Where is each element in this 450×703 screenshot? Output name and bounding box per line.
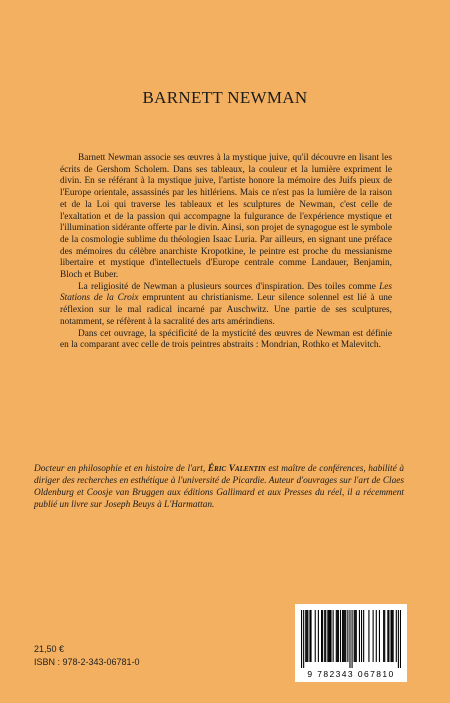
barcode-bar [340, 610, 341, 662]
barcode-bar [368, 610, 369, 662]
barcode-bar [398, 610, 399, 668]
barcode-bar [363, 610, 364, 662]
barcode-bar [307, 610, 308, 662]
barcode-bar [315, 610, 316, 662]
barcode-bar [309, 610, 310, 662]
barcode-bar [390, 610, 391, 662]
barcode-bar [361, 610, 362, 662]
barcode-bar [344, 610, 345, 662]
book-blurb [60, 153, 392, 352]
barcode-bar [338, 610, 339, 662]
blurb-p2-end: empruntent au christianisme. Leur silence solennel est lié à une réflexion sur le mal radical incarné par Auschwitz. Une partie de ses sculptures, notamment, se réfèrent à la sacralité des arts amérindiens. [60, 293, 392, 327]
barcode-bar [387, 610, 388, 662]
barcode-bar [347, 610, 348, 662]
barcode-bar [359, 610, 360, 662]
barcode-bar [321, 610, 322, 662]
barcode-bar [306, 610, 307, 662]
barcode-bar [396, 610, 397, 662]
bio-start: Docteur en philosophie et en histoire de l'art, [34, 464, 208, 474]
barcode-bar [345, 610, 346, 662]
barcode-bar [324, 610, 325, 662]
barcode-bar [318, 610, 319, 662]
barcode-bar [355, 610, 356, 662]
barcode-bar [388, 610, 389, 662]
barcode-bar [379, 610, 380, 662]
blurb-paragraph-2 [60, 282, 392, 329]
author-name: Éric Valentin [207, 464, 266, 474]
barcode-bar [330, 610, 331, 662]
barcode-bar [384, 610, 385, 662]
barcode-bar [393, 610, 394, 662]
barcode-bar [376, 610, 377, 662]
price: 21,50 € [34, 644, 65, 654]
barcode-bar [336, 610, 337, 662]
barcode-bar [305, 610, 306, 662]
barcode-bar [322, 610, 323, 662]
barcode-bar [333, 610, 334, 662]
barcode-bar [337, 610, 338, 662]
barcode-bar [329, 610, 330, 662]
barcode-bar [373, 610, 374, 662]
barcode-digits: 9 782343 067810 [307, 669, 395, 679]
blurb-paragraph-1: Barnett Newman associe ses œuvres à la mystique juive, qu'il découvre en lisant les écrits de Gershom Scholem. Dans ses tableaux, la couleur et la lumière expriment le divin. En se référant à la mystique juive, l'artiste honore la mémoire des Juifs pieux de l'Europe orientale, assassinés par les hitlériens. Mais ce n'est pas la lumière de la raison et de la Loi qui traverse les tableaux et les sculptures de Newman, c'est celle de l'exaltation et de la passion qui accompagne la fulgurance de l'expérience mystique et l'illumination sidérante offerte par le divin. Ainsi, son projet de synagogue est le symbole de la cosmologie sublime du théologien Isaac Luria. Par ailleurs, en signant une préface des mémoires du célèbre anarchiste Kropotkine, le peintre est proche du messianisme libertaire et mystique d'intellectuels d'Europe centrale comme Landauer, Benjamin, Bloch et Buber. [60, 153, 392, 281]
barcode-bar [325, 610, 326, 662]
barcode-bar [352, 610, 353, 668]
author-bio [34, 463, 404, 511]
barcode-bar [303, 610, 304, 668]
barcode-bar [400, 610, 401, 668]
barcode-bar [349, 610, 350, 668]
isbn: ISBN : 978-2-343-06781-0 [34, 657, 140, 667]
barcode-bar [383, 610, 384, 662]
barcode-bar [342, 610, 343, 662]
barcode-bar [354, 610, 355, 662]
barcode-bar [310, 610, 311, 662]
bio-end: est maître de conférences, habilité à diriger des recherches en esthétique à l'université de Picardie. Auteur d'ouvrages sur l'art de Claes Oldenburg et Coosje van Bruggen aux éditions Gallimard et aux Presses du réel, il a récemment publié un livre sur Joseph Beuys à L'Harmattan. [34, 464, 405, 510]
blurb-p2-start: La religiosité de Newman a plusieurs sources d'inspiration. Des toiles comme [78, 281, 380, 292]
barcode-bar [356, 610, 357, 662]
barcode-bar [392, 610, 393, 662]
barcode [295, 604, 407, 682]
book-title: BARNETT NEWMAN [142, 88, 308, 107]
barcode-bar [301, 610, 302, 668]
barcode-bar [327, 610, 328, 662]
barcode-bar [343, 610, 344, 662]
barcode-bar [328, 610, 329, 662]
artwork-title: Les Stations de la Croix [60, 281, 392, 304]
blurb-paragraph-3: Dans cet ouvrage, la spécificité de la mysticité des œuvres de Newman est définie en la comparant avec celle de trois peintres abstraits : Mondrian, Rothko et Malevitch. [60, 328, 392, 351]
barcode-bars [301, 610, 401, 668]
